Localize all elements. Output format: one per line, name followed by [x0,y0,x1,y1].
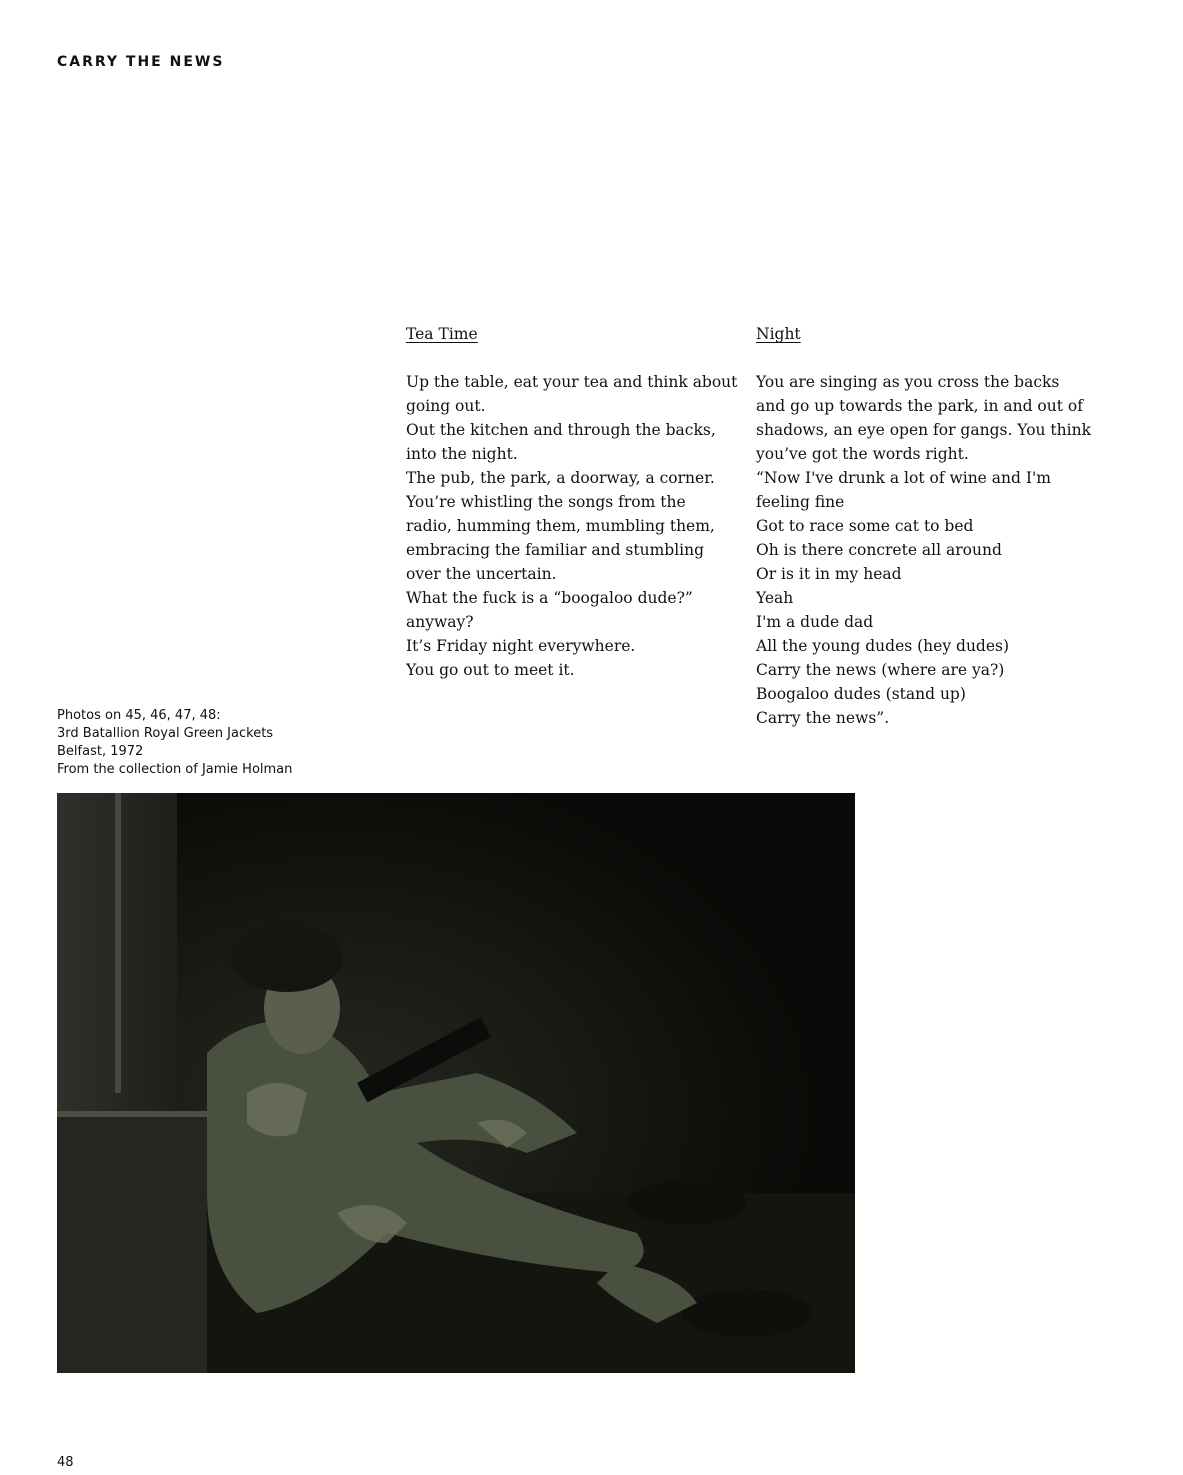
poem-line: Oh is there concrete all around [756,541,1002,559]
poem-line: I'm a dude dad [756,613,874,631]
poem-line: Carry the news (where are ya?) [756,661,1005,679]
page-number: 48 [57,1455,74,1470]
boot-right [627,1181,747,1225]
boot-left [682,1289,812,1337]
poem-line: What the fuck is a “boogaloo dude?” [406,589,693,607]
poem-line: going out. [406,397,486,415]
poem-line: Yeah [756,589,794,607]
soldier-photograph [57,793,855,1373]
pillar-edge [115,793,121,1093]
photo-illustration [57,793,855,1373]
beret [231,924,343,992]
poem-line: You are singing as you cross the backs [756,373,1060,391]
poem-line: over the uncertain. [406,565,557,583]
poem-title: Night [756,325,801,343]
poem-line: radio, humming them, mumbling them, [406,517,715,535]
poem-line: All the young dudes (hey dudes) [756,637,1010,655]
caption-line: Photos on 45, 46, 47, 48: [57,708,221,723]
poem-title: Tea Time [406,325,478,343]
photo-caption [57,707,292,779]
poem-line: Boogaloo dudes (stand up) [756,685,966,703]
poem-line: Out the kitchen and through the backs, [406,421,716,439]
poem-line: into the night. [406,445,518,463]
poem-line: Up the table, eat your tea and think about [406,373,738,391]
running-head: CARRY THE NEWS [57,54,225,70]
poem-line: embracing the familiar and stumbling [406,541,705,559]
poem-line: you’ve got the words right. [756,445,969,463]
poem-line: Or is it in my head [756,565,902,583]
poem-line: The pub, the park, a doorway, a corner. [406,469,715,487]
poem-line: feeling fine [756,493,845,511]
poem-line: It’s Friday night everywhere. [406,637,636,655]
poem-line: anyway? [406,613,474,631]
caption-line: Belfast, 1972 [57,744,144,759]
poem-tea-time [406,322,736,682]
poem-line: Carry the news”. [756,709,890,727]
caption-line: From the collection of Jamie Holman [57,762,293,777]
pillar-ledge [57,1111,207,1117]
poem-line: “Now I've drunk a lot of wine and I'm [756,469,1051,487]
poem-line: You’re whistling the songs from the [406,493,686,511]
caption-line: 3rd Batallion Royal Green Jackets [57,726,274,741]
poem-line: and go up towards the park, in and out of [756,397,1083,415]
poem-line: Got to race some cat to bed [756,517,974,535]
pillar-base [57,1113,207,1373]
poem-line: shadows, an eye open for gangs. You think [756,421,1091,439]
poem-night [756,322,1096,730]
poem-line: You go out to meet it. [406,661,575,679]
